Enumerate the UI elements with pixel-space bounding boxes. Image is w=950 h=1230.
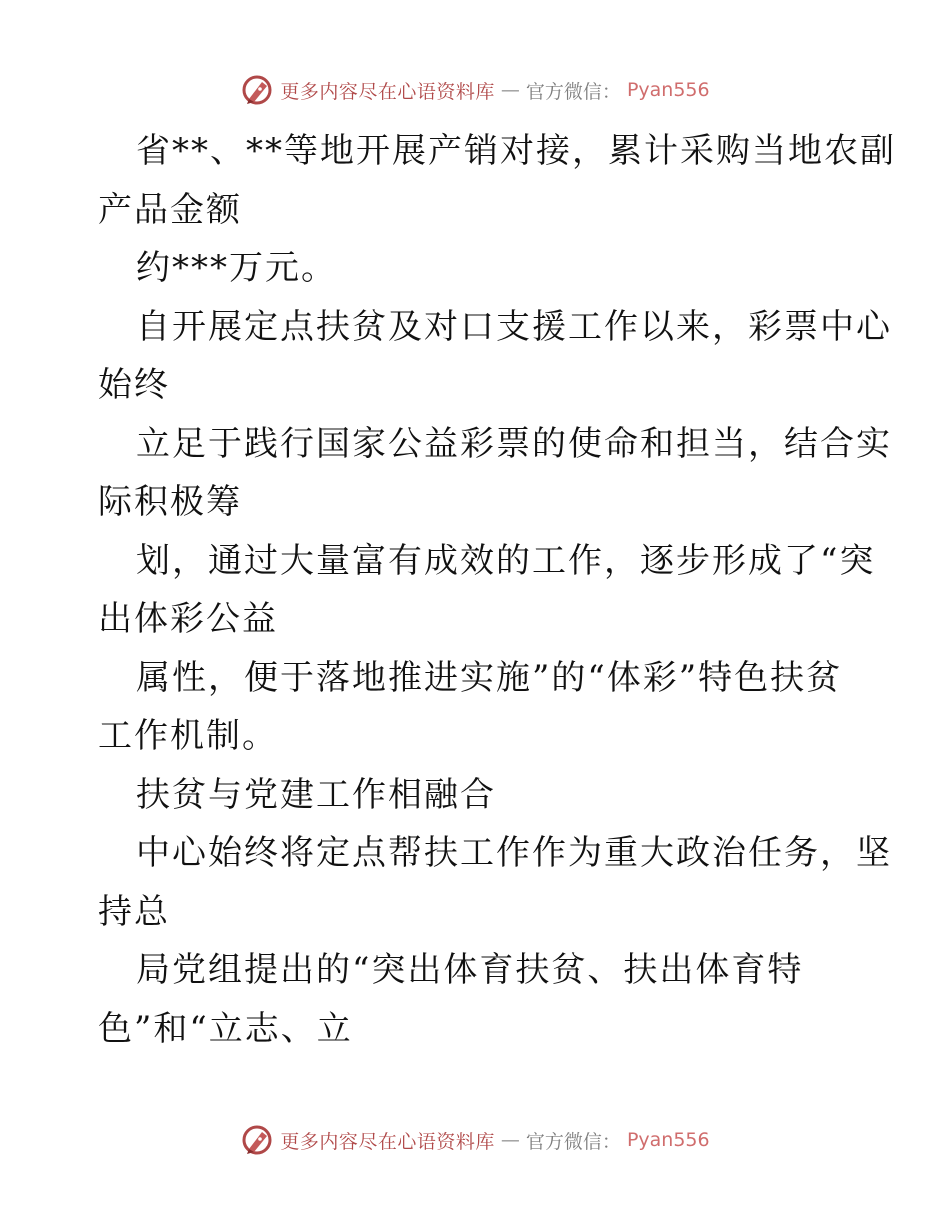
pen-nib-logo-icon	[240, 73, 274, 107]
watermark-brand	[240, 1123, 709, 1157]
watermark-wechat-label: 官方微信：	[525, 80, 621, 103]
watermark-dash: —	[500, 79, 520, 101]
watermark-dash: —	[500, 1129, 520, 1151]
footer-watermark	[0, 1120, 950, 1160]
section-heading: 扶贫与党建工作相融合	[136, 774, 496, 815]
text-line-6: 立足于践行国家公益彩票的使命和担当，结合实	[136, 423, 892, 464]
text-line-15: 局党组提出的“突出体育扶贫、扶出体育特	[136, 950, 804, 990]
text-line-13: 中心始终将定点帮扶工作作为重大政治任务，坚	[136, 833, 892, 873]
text-line-8: 划，通过大量富有成效的工作，逐步形成了“突	[136, 540, 876, 581]
watermark-wechat-id: Pyan556	[626, 79, 710, 101]
watermark-wechat-label: 官方微信：	[525, 1130, 621, 1153]
watermark-wechat-id: Pyan556	[626, 1129, 710, 1151]
header-watermark	[0, 70, 950, 110]
text-line-11: 工作机制。	[98, 716, 278, 756]
text-line-7: 际积极筹	[98, 482, 242, 522]
text-line-3: 约***万元。	[136, 248, 337, 288]
watermark-text: 更多内容尽在心语资料库	[280, 1130, 495, 1153]
text-line-14: 持总	[98, 891, 170, 932]
text-line-2: 产品金额	[98, 189, 242, 230]
text-line-1: 省**、**等地开展产销对接，累计采购当地农副	[136, 131, 896, 171]
text-line-9: 出体彩公益	[98, 599, 278, 639]
text-line-4: 自开展定点扶贫及对口支援工作以来，彩票中心	[136, 306, 892, 347]
text-line-5: 始终	[98, 365, 170, 405]
watermark-brand	[240, 73, 709, 107]
text-line-10: 属性，便于落地推进实施”的“体彩”特色扶贫	[136, 657, 843, 698]
text-line-16: 色”和“立志、立	[98, 1008, 353, 1049]
watermark-text: 更多内容尽在心语资料库	[280, 80, 495, 103]
document-body	[98, 122, 896, 1058]
pen-nib-logo-icon	[240, 1123, 274, 1157]
